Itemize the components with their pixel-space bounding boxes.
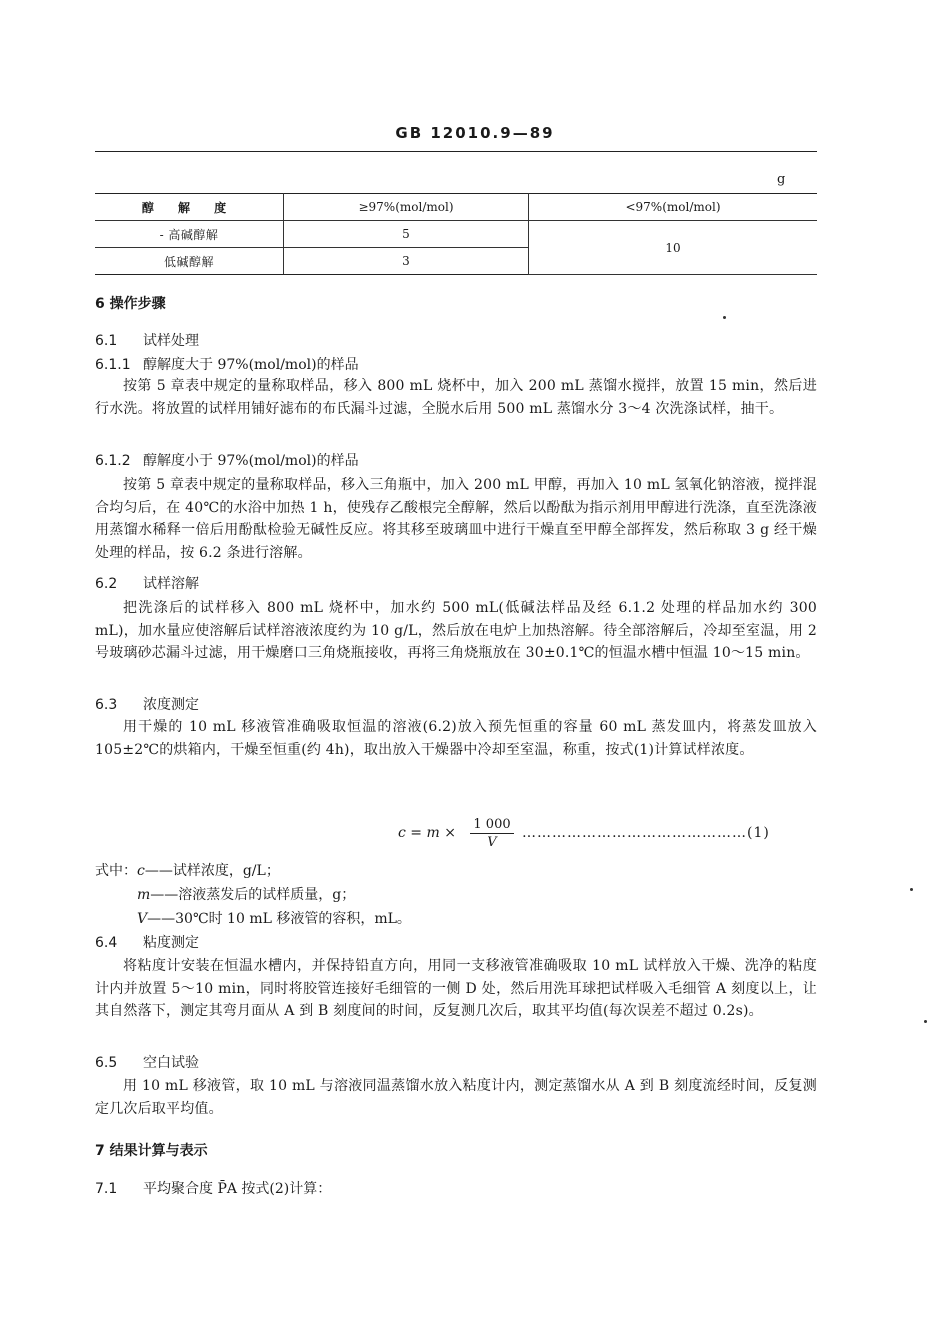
- where-desc: ——溶液蒸发后的试样质量，g；: [150, 887, 356, 903]
- where-line: [137, 908, 411, 928]
- where-desc: ——30℃时 10 mL 移液管的容积，mL。: [147, 911, 411, 927]
- header-col1: ≥97%(mol/mol): [284, 194, 529, 221]
- formula-lhs: c = m ×: [398, 825, 456, 841]
- section-7-title: 7 结果计算与表示: [95, 1143, 208, 1159]
- clause-6-5-text: 用 10 mL 移液管，取 10 mL 与溶液同温蒸馏水放入粘度计内，测定蒸馏水从 A 到 B 刻度流经时间，反复测定几次后取平均值。: [95, 1078, 817, 1117]
- table-header-row: [95, 194, 817, 221]
- row-value: 5: [284, 221, 529, 248]
- where-line: [95, 860, 280, 880]
- formula-number: ………………………………………(1): [522, 825, 770, 841]
- where-symbol: c: [137, 863, 145, 879]
- clause-6-2: [95, 573, 199, 593]
- scan-speck: [723, 316, 726, 319]
- header-col2: <97%(mol/mol): [529, 194, 818, 221]
- table-row: [95, 221, 817, 248]
- clause-6-2-text: 把洗涤后的试样移入 800 mL 烧杯中，加水约 500 mL(低碱法样品及经 6.1.2 处理的样品加水约 300 mL)，加水量应使溶解后试样溶液浓度约为 10 g/L，然后放在电炉上加热溶解。待全部溶解后，冷却至室温，用 2 号玻璃砂芯漏斗过滤，用干燥磨口三角烧瓶接收，再将三角烧瓶放在 30±0.1℃的恒温水槽中恒温 10～15 min。: [95, 600, 817, 661]
- row-label: 低碱醇解: [95, 248, 284, 275]
- clause-number: 6.5: [95, 1055, 118, 1071]
- clause-title: 试样溶解: [143, 576, 199, 592]
- clause-number: 7.1: [95, 1181, 118, 1197]
- clause-number: 6.2: [95, 576, 118, 592]
- clause-6-1-2: [95, 450, 359, 470]
- clause-number: 6.3: [95, 697, 118, 713]
- sample-amount-table: [95, 193, 817, 275]
- clause-6-1: [95, 330, 199, 350]
- where-symbol: V: [137, 911, 148, 927]
- clause-6-1-1-text: 按第 5 章表中规定的量称取样品，移入 800 mL 烧杯中，加入 200 mL 蒸馏水搅拌，放置 15 min，然后进行水洗。将放置的试样用铺好滤布的布氏漏斗过滤，全脱水后用 500 mL 蒸馏水分 3～4 次洗涤试样，抽干。: [95, 378, 817, 417]
- section-6-title: 6 操作步骤: [95, 296, 166, 312]
- where-lead: 式中：: [95, 863, 137, 879]
- row-label: - 高碱醇解: [95, 221, 284, 248]
- row-value: 3: [284, 248, 529, 275]
- formula-fraction: [470, 816, 514, 852]
- scan-speck: [910, 888, 913, 891]
- formula-numerator: 1 000: [470, 816, 514, 834]
- clause-number: 6.4: [95, 935, 118, 951]
- clause-text: 平均聚合度 P̄A 按式(2)计算：: [143, 1181, 332, 1197]
- clause-title: 浓度测定: [143, 697, 199, 713]
- clause-title: 醇解度大于 97%(mol/mol)的样品: [143, 357, 359, 373]
- clause-6-4: [95, 932, 199, 952]
- clause-7-1: [95, 1178, 331, 1198]
- where-desc: ——试样浓度，g/L；: [144, 863, 280, 879]
- standard-number-header: GB 12010.9—89: [395, 124, 555, 142]
- clause-6-4-text: 将粘度计安装在恒温水槽内，并保持铅直方向，用同一支移液管准确吸取 10 mL 试样放入干燥、洗净的粘度计内并放置 5～10 min，同时将胶管连接好毛细管的一侧 D 处，然后用洗耳球把试样吸入毛细管 A 刻度以上，让其自然落下，测定其弯月面从 A 到 B 刻度间的时间，反复测几次后，取其平均值(每次误差不超过 0.2s)。: [95, 958, 817, 1019]
- header-rule: [95, 151, 817, 152]
- clause-number: 6.1.1: [95, 357, 131, 373]
- clause-title: 试样处理: [143, 333, 199, 349]
- clause-title: 粘度测定: [143, 935, 199, 951]
- formula-denominator: V: [487, 835, 497, 850]
- clause-number: 6.1.2: [95, 453, 131, 469]
- clause-6-1-2-text: 按第 5 章表中规定的量称取样品，移入三角瓶中，加入 200 mL 甲醇，再加入 10 mL 氢氧化钠溶液，搅拌混合均匀后，在 40℃的水浴中加热 1 h，使残存乙酸根完全醇解，然后以酚酞为指示剂用甲醇进行洗涤，直至洗涤液用蒸馏水稀释一倍后用酚酞检验无碱性反应。将其移至玻璃皿中进行干燥直至甲醇全部挥发，然后称取 3 g 经干燥处理的样品，按 6.2 条进行溶解。: [95, 477, 817, 561]
- header-label: 醇 解 度: [95, 194, 284, 221]
- clause-6-1-1: [95, 354, 359, 374]
- where-line: [137, 884, 355, 904]
- scan-speck: [924, 1020, 927, 1023]
- clause-number: 6.1: [95, 333, 118, 349]
- clause-6-3-text: 用干燥的 10 mL 移液管准确吸取恒温的溶液(6.2)放入预先恒重的容量 60 mL 蒸发皿内，将蒸发皿放入 105±2℃的烘箱内，干燥至恒重(约 4h)，取出放入干燥器中冷却至室温，称重，按式(1)计算试样浓度。: [95, 719, 817, 758]
- clause-6-5: [95, 1052, 199, 1072]
- formula-1: [398, 816, 818, 856]
- clause-6-3: [95, 694, 199, 714]
- table-unit: g: [777, 172, 786, 187]
- merged-value: 10: [529, 221, 818, 275]
- clause-title: 醇解度小于 97%(mol/mol)的样品: [143, 453, 359, 469]
- clause-title: 空白试验: [143, 1055, 199, 1071]
- where-symbol: m: [137, 887, 151, 903]
